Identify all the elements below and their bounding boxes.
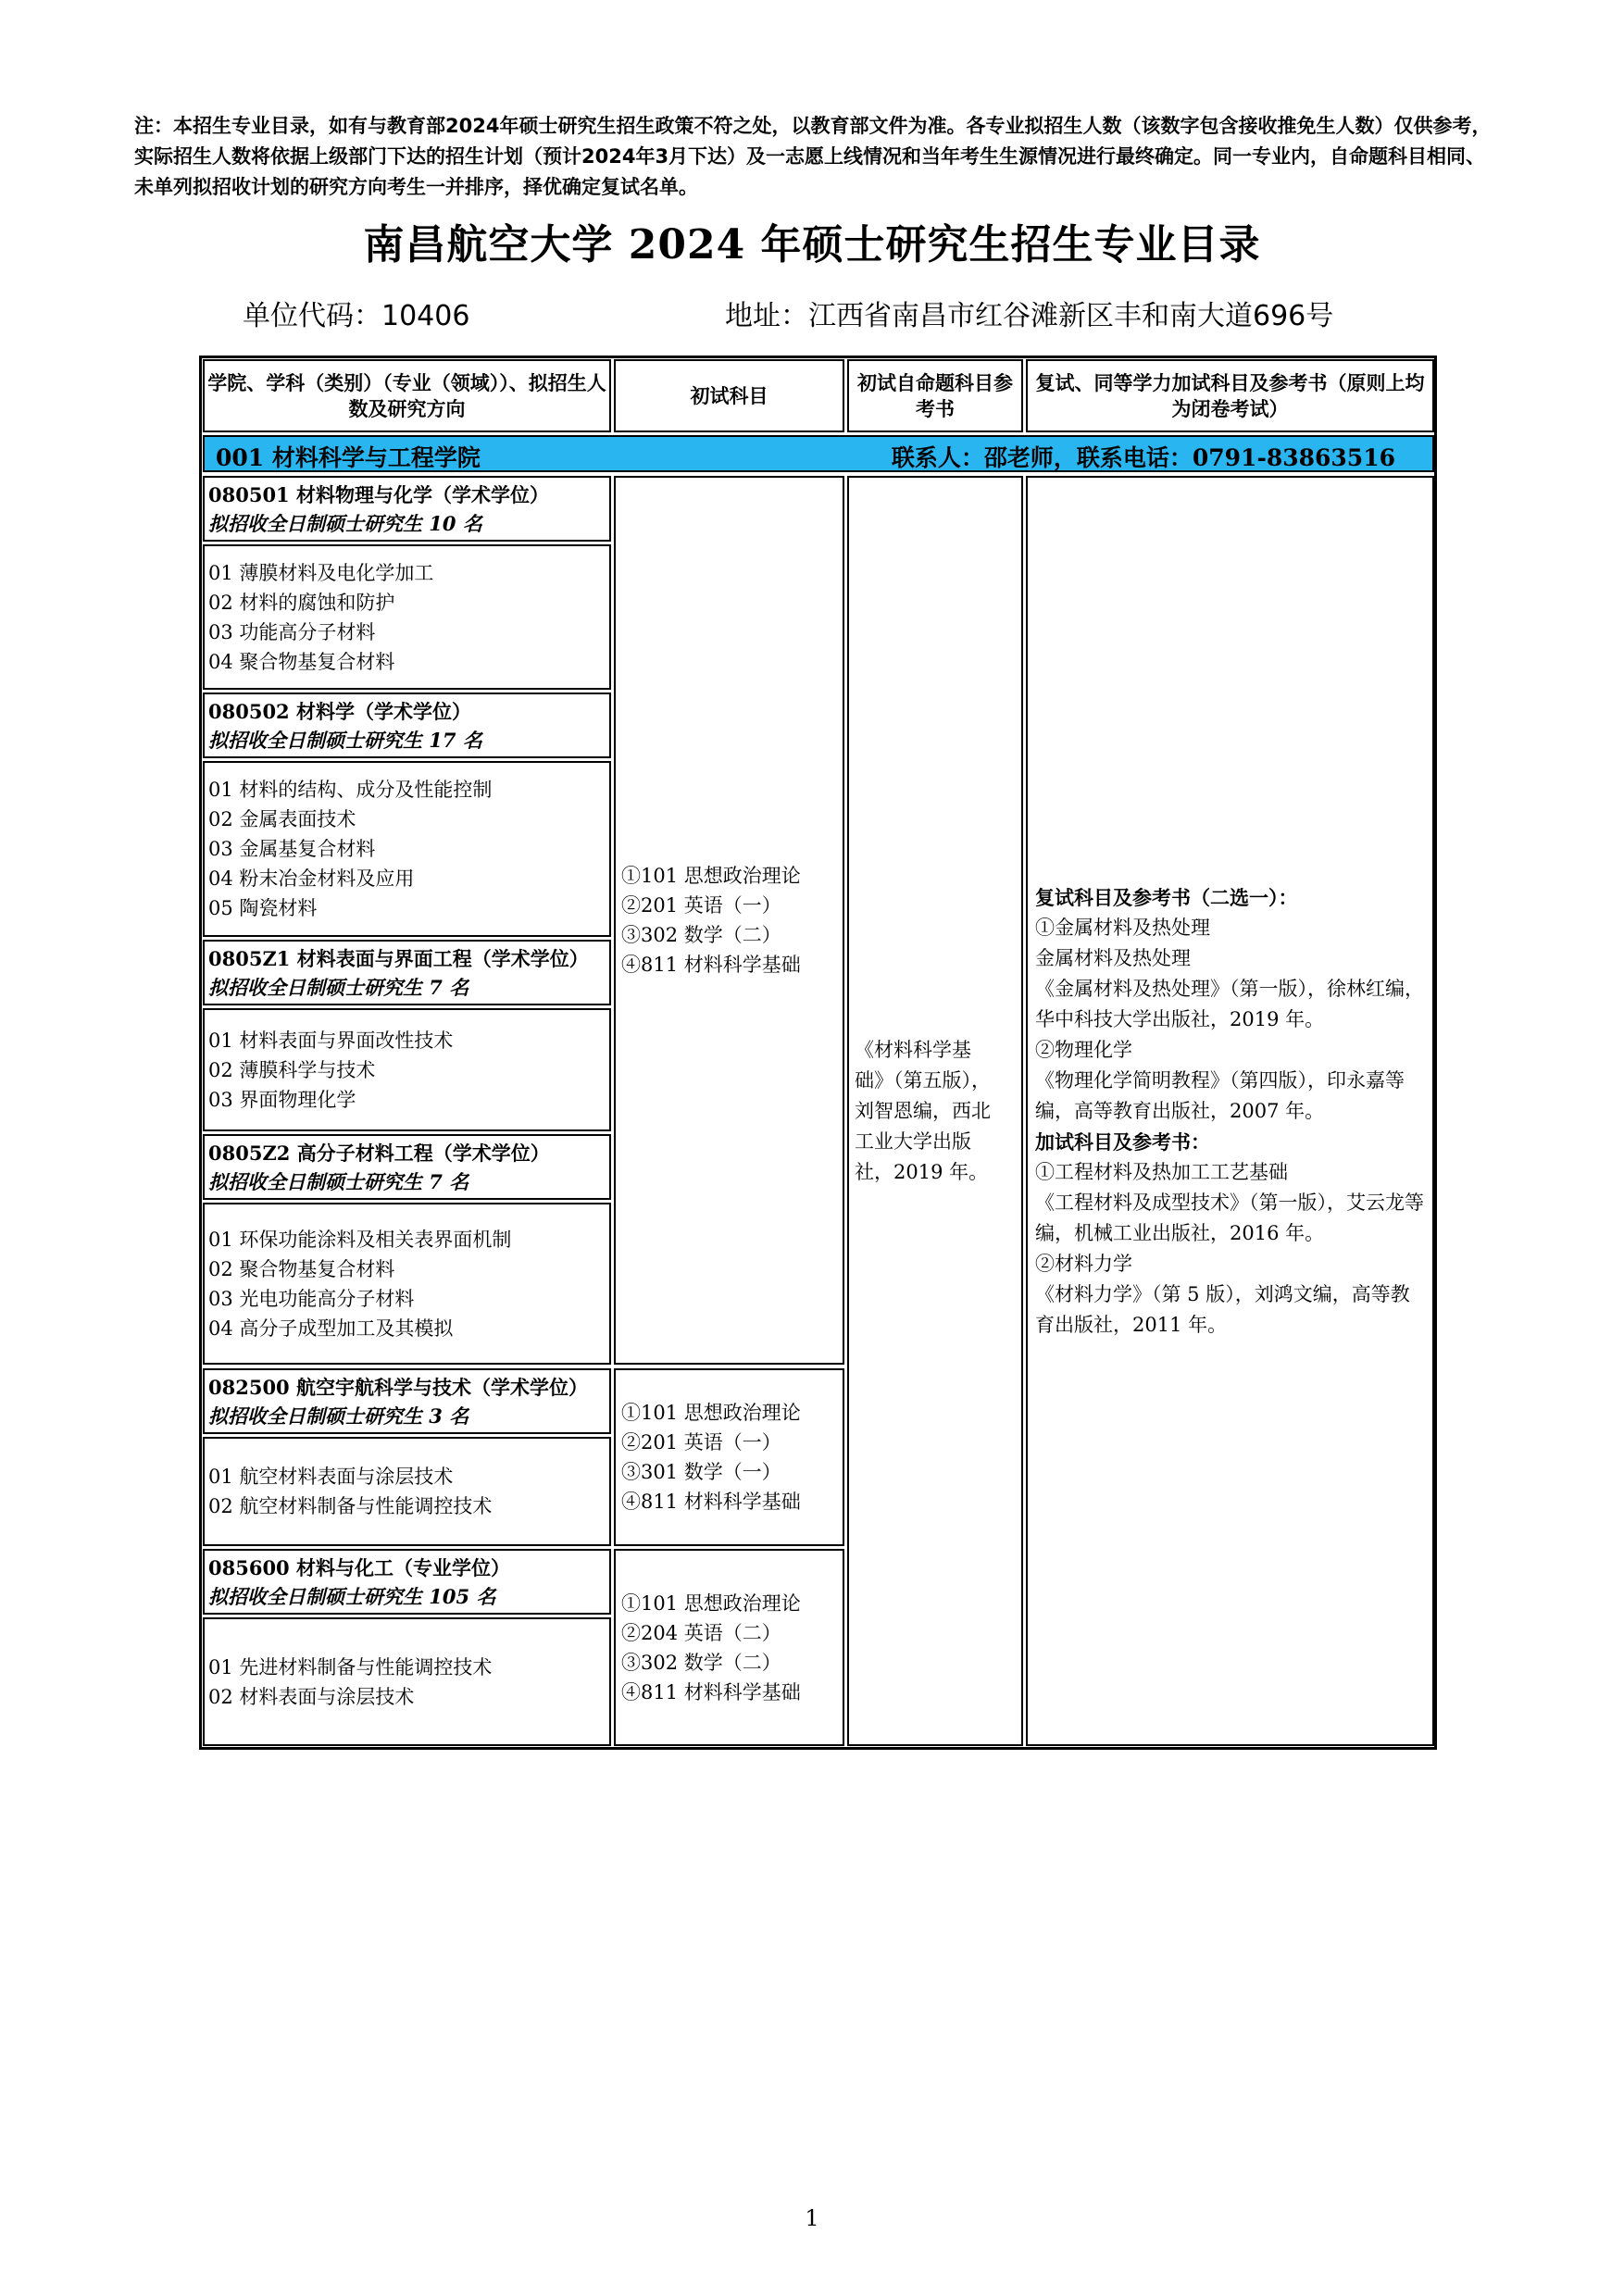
direction-item: 04 粉末冶金材料及应用 bbox=[208, 867, 415, 890]
direction-item: 04 聚合物基复合材料 bbox=[208, 650, 395, 673]
direction-item: 03 功能高分子材料 bbox=[208, 620, 376, 643]
self-ref-line: 础》（第五版）， bbox=[855, 1068, 991, 1092]
exam-subject: ②201 英语（一） bbox=[621, 1431, 781, 1454]
retest-heading: 复试科目及参考书（二选一）： bbox=[1035, 885, 1298, 909]
major-title: 080501 材料物理与化学（学术学位） bbox=[208, 483, 549, 506]
major-title: 0805Z2 高分子材料工程（学术学位） bbox=[208, 1142, 550, 1165]
direction-item: 02 金属表面技术 bbox=[208, 808, 356, 830]
major-quota: 拟招收全日制硕士研究生 7 名 bbox=[208, 976, 469, 999]
address: 地址：江西省南昌市红谷滩新区丰和南大道696号 bbox=[725, 300, 1334, 332]
direction-item: 02 航空材料制备与性能调控技术 bbox=[208, 1495, 493, 1517]
direction-item: 05 陶瓷材料 bbox=[208, 897, 318, 919]
direction-item: 01 航空材料表面与涂层技术 bbox=[208, 1466, 454, 1488]
self-ref-line: 社，2019 年。 bbox=[855, 1160, 989, 1183]
retest-line: 《物理化学简明教程》（第四版），印永嘉等编，高等教育出版社，2007 年。 bbox=[1035, 1068, 1405, 1122]
self-ref-line: 刘智恩编，西北 bbox=[855, 1099, 991, 1122]
retest-line: ②物理化学 bbox=[1035, 1038, 1132, 1061]
enrollment-notice: 注：本招生专业目录，如有与教育部2024年硕士研究生招生政策不符之处，以教育部文件为准。各专业拟招生人数（该数字包含接收推免生人数）仅供参考，实际招生人数将依据上级部门下达的招生计划（预计2024年3月下达）及一志愿上线情况和当年考生生源情况进行最终确定。同一专业内，自命题科目相同、未单列拟招收计划的研究方向考生一并排序，择优确定复试名单。 bbox=[134, 115, 1492, 198]
exam-subject: ④811 材料科学基础 bbox=[621, 954, 801, 976]
exam-subject: ③301 数学（一） bbox=[621, 1461, 781, 1483]
direction-list bbox=[203, 761, 611, 937]
document-title: 南昌航空大学 2024 年硕士研究生招生专业目录 bbox=[363, 221, 1261, 268]
direction-item: 02 材料的腐蚀和防护 bbox=[208, 591, 395, 614]
major-title: 080502 材料学（学术学位） bbox=[208, 700, 471, 723]
direction-list bbox=[203, 1437, 611, 1546]
exam-subject: ④811 材料科学基础 bbox=[621, 1491, 801, 1513]
direction-item: 02 薄膜科学与技术 bbox=[208, 1058, 376, 1081]
exam-subject: ①101 思想政治理论 bbox=[621, 865, 801, 887]
exam-subject: ③302 数学（二） bbox=[621, 1651, 781, 1674]
self-ref-cell bbox=[847, 476, 1023, 1746]
major-title: 0805Z1 材料表面与界面工程（学术学位） bbox=[208, 947, 589, 970]
direction-list bbox=[203, 1617, 611, 1746]
direction-item: 03 金属基复合材料 bbox=[208, 838, 376, 860]
major-quota: 拟招收全日制硕士研究生 17 名 bbox=[208, 729, 482, 752]
direction-list bbox=[203, 1203, 611, 1365]
direction-list bbox=[203, 544, 611, 690]
header-col-college: 学院、学科（类别）（专业（领域））、拟招生人数及研究方向 bbox=[203, 359, 611, 432]
self-ref-line: 工业大学出版 bbox=[855, 1129, 971, 1153]
major-quota: 拟招收全日制硕士研究生 3 名 bbox=[208, 1404, 469, 1428]
header-col-retest: 复试、同等学力加试科目及参考书（原则上均为闭卷考试） bbox=[1026, 359, 1434, 432]
header-col-exam: 初试科目 bbox=[614, 359, 844, 432]
retest-cell bbox=[1026, 476, 1434, 1746]
direction-list bbox=[203, 1008, 611, 1131]
major-header bbox=[203, 1134, 611, 1200]
exam-subjects-cell bbox=[614, 1549, 844, 1746]
retest-line: 金属材料及热处理 bbox=[1035, 946, 1191, 969]
major-title: 082500 航空宇航科学与技术（学术学位） bbox=[208, 1376, 588, 1399]
direction-item: 03 光电功能高分子材料 bbox=[208, 1287, 415, 1310]
extra-line: ①工程材料及热加工工艺基础 bbox=[1035, 1160, 1288, 1183]
page-number: 1 bbox=[805, 2205, 819, 2231]
major-header bbox=[203, 940, 611, 1005]
major-header bbox=[203, 1368, 611, 1434]
major-quota: 拟招收全日制硕士研究生 7 名 bbox=[208, 1170, 469, 1193]
exam-subject: ③302 数学（二） bbox=[621, 924, 781, 946]
college-row bbox=[203, 435, 1434, 472]
extra-heading: 加试科目及参考书： bbox=[1035, 1129, 1210, 1154]
direction-item: 02 材料表面与涂层技术 bbox=[208, 1685, 415, 1708]
exam-subject: ④811 材料科学基础 bbox=[621, 1680, 801, 1703]
major-title: 085600 材料与化工（专业学位） bbox=[208, 1556, 510, 1579]
major-quota: 拟招收全日制硕士研究生 105 名 bbox=[208, 1585, 496, 1608]
direction-item: 04 高分子成型加工及其模拟 bbox=[208, 1316, 454, 1340]
major-header bbox=[203, 476, 611, 542]
exam-subjects-cell bbox=[614, 1368, 844, 1546]
header-col-self-ref: 初试自命题科目参考书 bbox=[847, 359, 1023, 432]
direction-item: 01 先进材料制备与性能调控技术 bbox=[208, 1655, 493, 1678]
retest-line: 《金属材料及热处理》（第一版），徐林红编，华中科技大学出版社，2019 年。 bbox=[1035, 977, 1424, 1030]
direction-item: 01 材料的结构、成分及性能控制 bbox=[208, 779, 493, 801]
unit-code: 单位代码：10406 bbox=[243, 300, 470, 332]
extra-line: 《材料力学》（第 5 版），刘鸿文编，高等教育出版社，2011 年。 bbox=[1035, 1282, 1410, 1336]
exam-subject: ①101 思想政治理论 bbox=[621, 1402, 801, 1424]
direction-item: 02 聚合物基复合材料 bbox=[208, 1257, 395, 1280]
college-name: 001 材料科学与工程学院 bbox=[216, 444, 481, 471]
college-contact: 联系人：邵老师，联系电话：0791-83863516 bbox=[891, 444, 1395, 471]
retest-line: ①金属材料及热处理 bbox=[1035, 916, 1210, 939]
major-header bbox=[203, 1549, 611, 1615]
direction-item: 03 界面物理化学 bbox=[208, 1088, 356, 1111]
direction-item: 01 环保功能涂料及相关表界面机制 bbox=[208, 1228, 512, 1251]
exam-subject: ②201 英语（一） bbox=[621, 894, 781, 917]
extra-line: 《工程材料及成型技术》（第一版），艾云龙等编，机械工业出版社，2016 年。 bbox=[1035, 1191, 1424, 1244]
major-quota: 拟招收全日制硕士研究生 10 名 bbox=[208, 512, 482, 535]
exam-subjects-cell bbox=[614, 476, 844, 1365]
exam-subject: ②204 英语（二） bbox=[621, 1621, 781, 1644]
major-header bbox=[203, 693, 611, 758]
direction-item: 01 材料表面与界面改性技术 bbox=[208, 1029, 454, 1052]
extra-line: ②材料力学 bbox=[1035, 1252, 1132, 1275]
self-ref-line: 《材料科学基 bbox=[855, 1038, 971, 1061]
exam-subject: ①101 思想政治理论 bbox=[621, 1591, 801, 1615]
direction-item: 01 薄膜材料及电化学加工 bbox=[208, 561, 434, 584]
